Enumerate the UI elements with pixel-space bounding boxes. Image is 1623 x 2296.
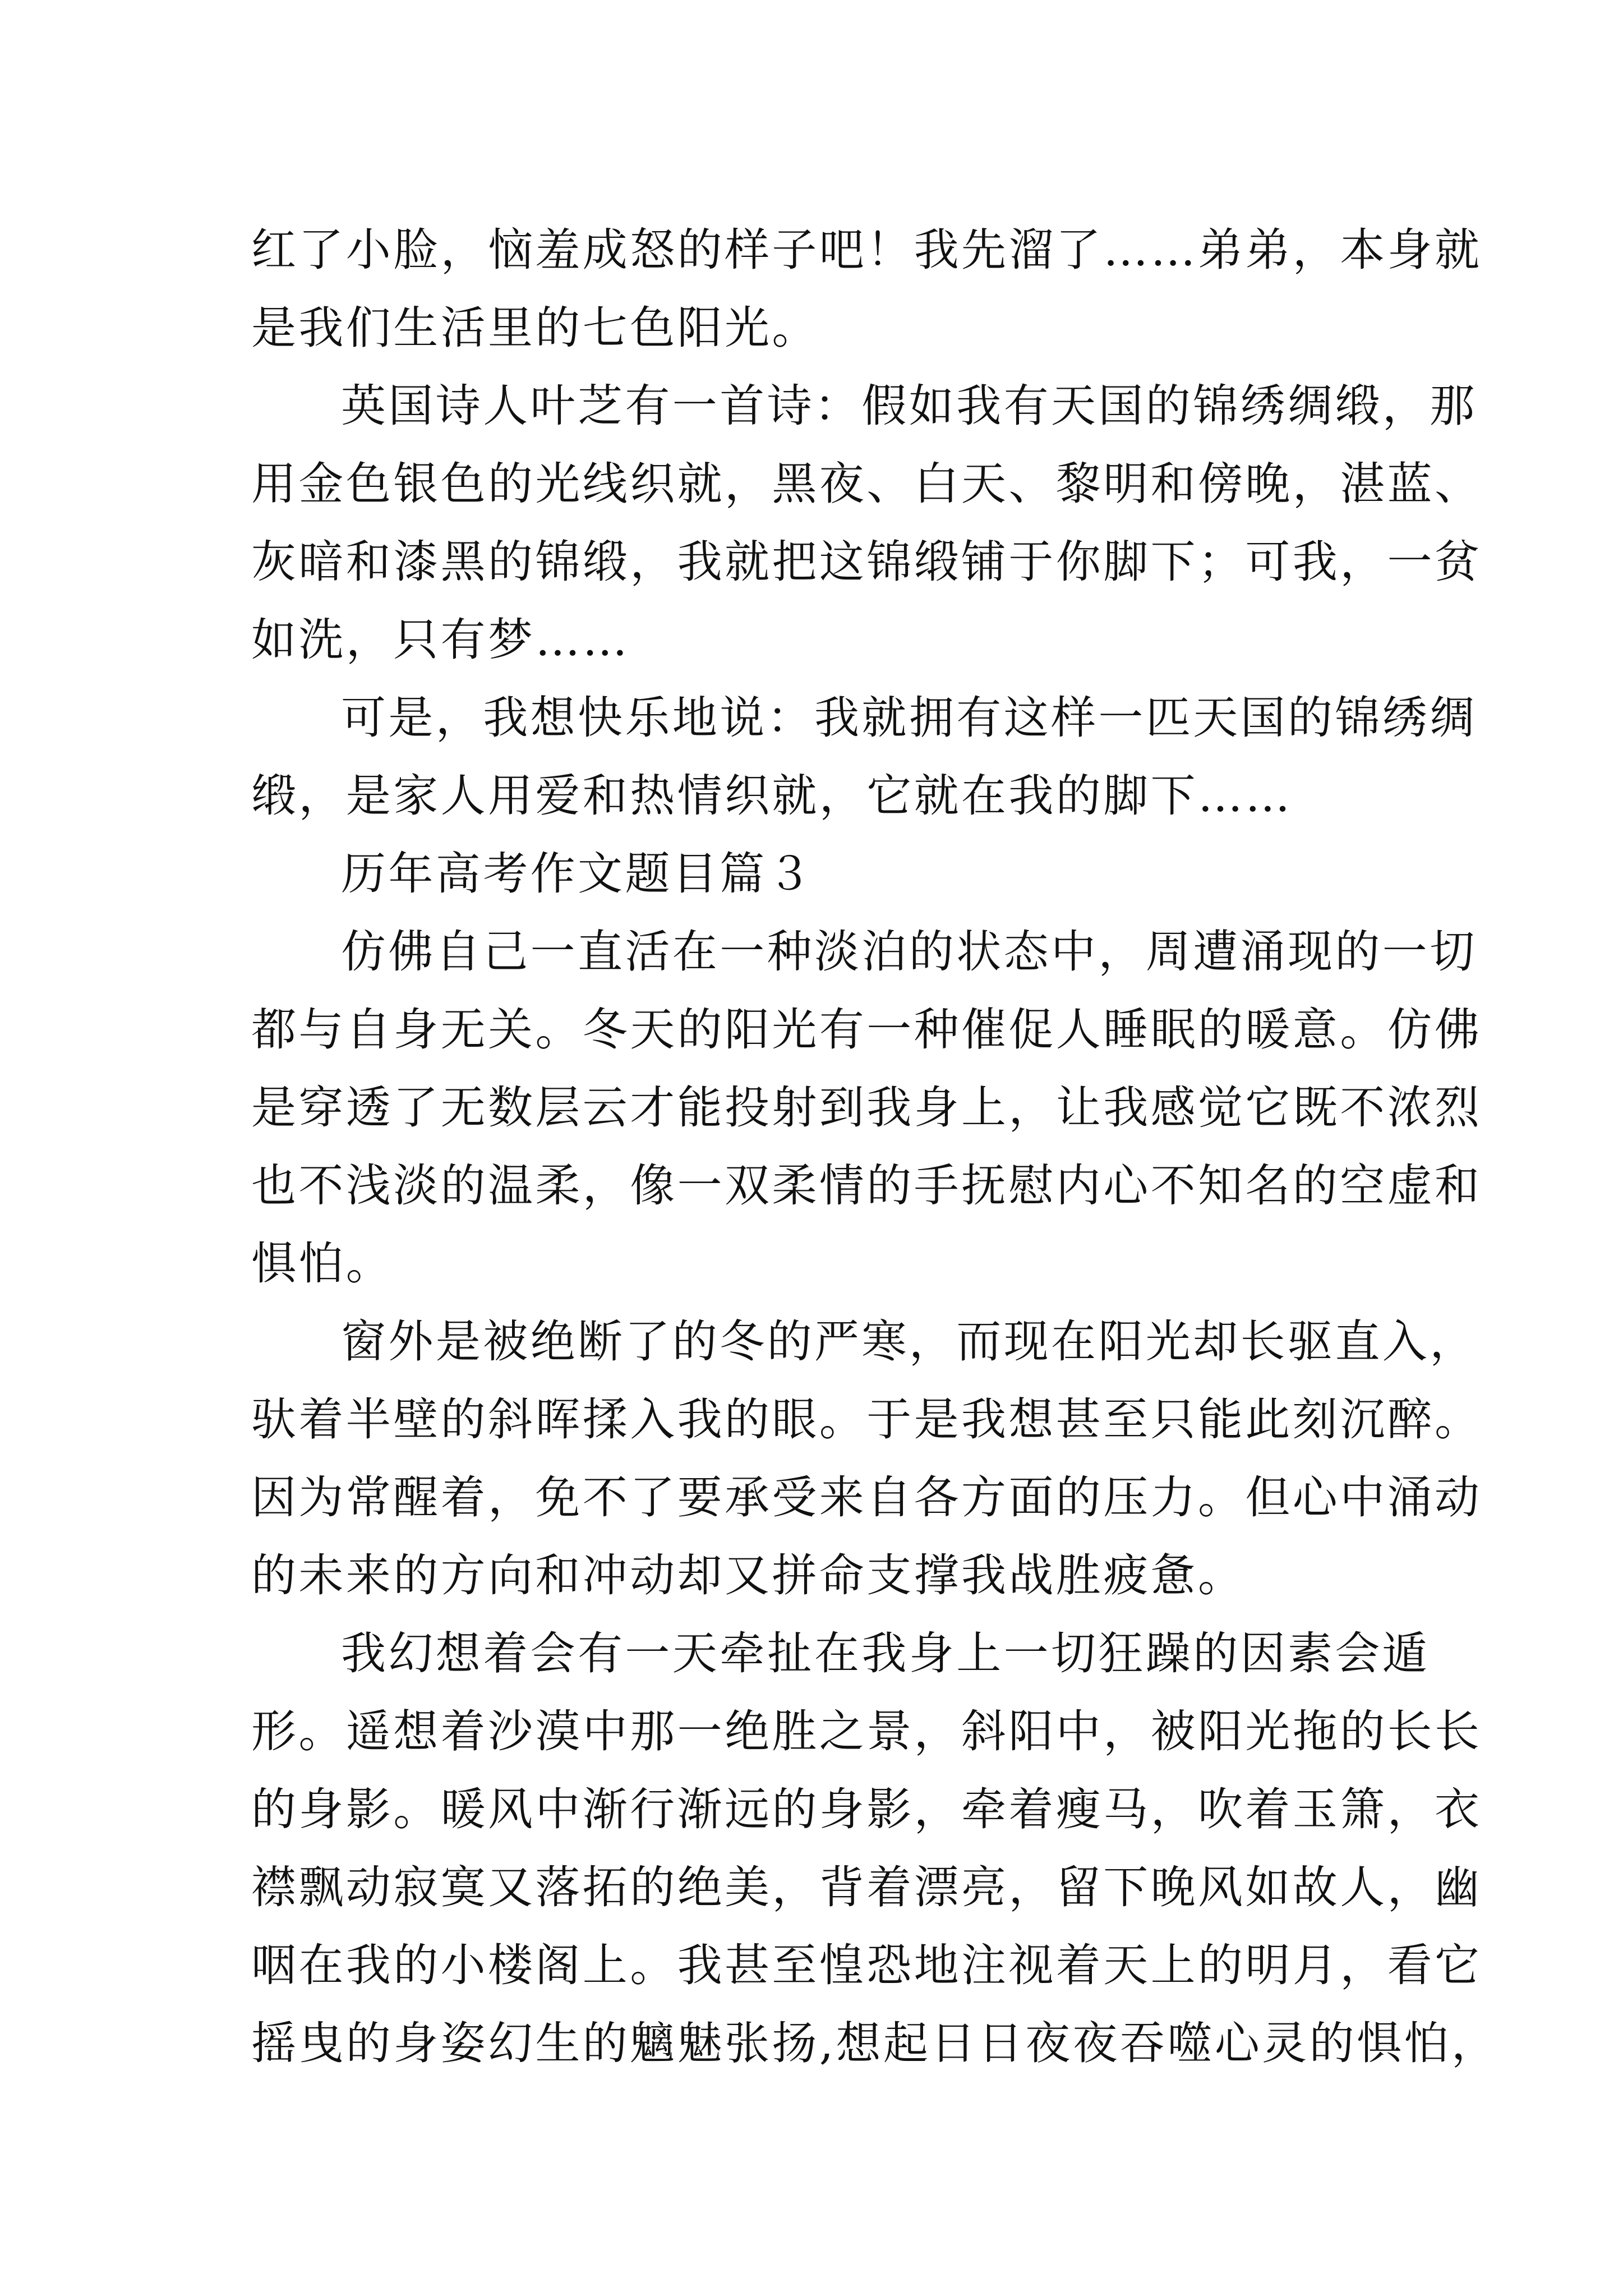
- text-line: 惧怕。: [251, 1237, 394, 1290]
- text-line: 驮着半壁的斜晖揉入我的眼。于是我想甚至只能此刻沉醉。: [251, 1393, 1482, 1446]
- text-line: 也不浅淡的温柔，像一双柔情的手抚慰内心不知名的空虚和: [251, 1159, 1482, 1212]
- paragraph-start-line: 历年高考作文题目篇３: [341, 848, 814, 900]
- text-line: 的身影。暖风中渐行渐远的身影，牵着瘦马，吹着玉箫，衣: [251, 1783, 1482, 1835]
- text-line: 是我们生活里的七色阳光。: [251, 302, 819, 354]
- text-line: 形。遥想着沙漠中那一绝胜之景，斜阳中，被阳光拖的长长: [251, 1705, 1482, 1757]
- text-line: 都与自身无关。冬天的阳光有一种催促人睡眠的暖意。仿佛: [251, 1004, 1482, 1056]
- text-line: 咽在我的小楼阁上。我甚至惶恐地注视着天上的明月，看它: [251, 1939, 1482, 1991]
- paragraph-start-line: 可是，我想快乐地说：我就拥有这样一匹天国的锦绣绸: [341, 692, 1477, 744]
- paragraph-start-line: 仿佛自己一直活在一种淡泊的状态中，周遭涌现的一切: [341, 926, 1477, 978]
- text-line: 摇曳的身姿幻生的魑魅张扬,想起日日夜夜吞噬心灵的惧怕，: [251, 2017, 1499, 2069]
- text-line: 灰暗和漆黑的锦缎，我就把这锦缎铺于你脚下；可我，一贫: [251, 536, 1482, 588]
- text-line: 因为常醒着，免不了要承受来自各方面的压力。但心中涌动: [251, 1471, 1482, 1524]
- text-line: 是穿透了无数层云才能投射到我身上，让我感觉它既不浓烈: [251, 1082, 1482, 1134]
- text-line: 红了小脸，恼羞成怒的样子吧！我先溜了……弟弟，本身就: [251, 224, 1482, 276]
- text-line: 的未来的方向和冲动却又拼命支撑我战胜疲惫。: [251, 1549, 1246, 1602]
- paragraph-start-line: 我幻想着会有一天牵扯在我身上一切狂躁的因素会遁: [341, 1627, 1430, 1680]
- text-line: 缎，是家人用爱和热情织就，它就在我的脚下……: [251, 770, 1293, 822]
- text-line: 用金色银色的光线织就，黑夜、白天、黎明和傍晚，湛蓝、: [251, 458, 1482, 510]
- paragraph-start-line: 英国诗人叶芝有一首诗：假如我有天国的锦绣绸缎，那: [341, 380, 1477, 432]
- text-line: 襟飘动寂寞又落拓的绝美，背着漂亮，留下晚风如故人，幽: [251, 1861, 1482, 1913]
- document-page: [251, 211, 1499, 2082]
- text-line: 如洗，只有梦……: [251, 614, 630, 666]
- paragraph-start-line: 窗外是被绝断了的冬的严寒，而现在阳光却长驱直入，: [341, 1315, 1477, 1368]
